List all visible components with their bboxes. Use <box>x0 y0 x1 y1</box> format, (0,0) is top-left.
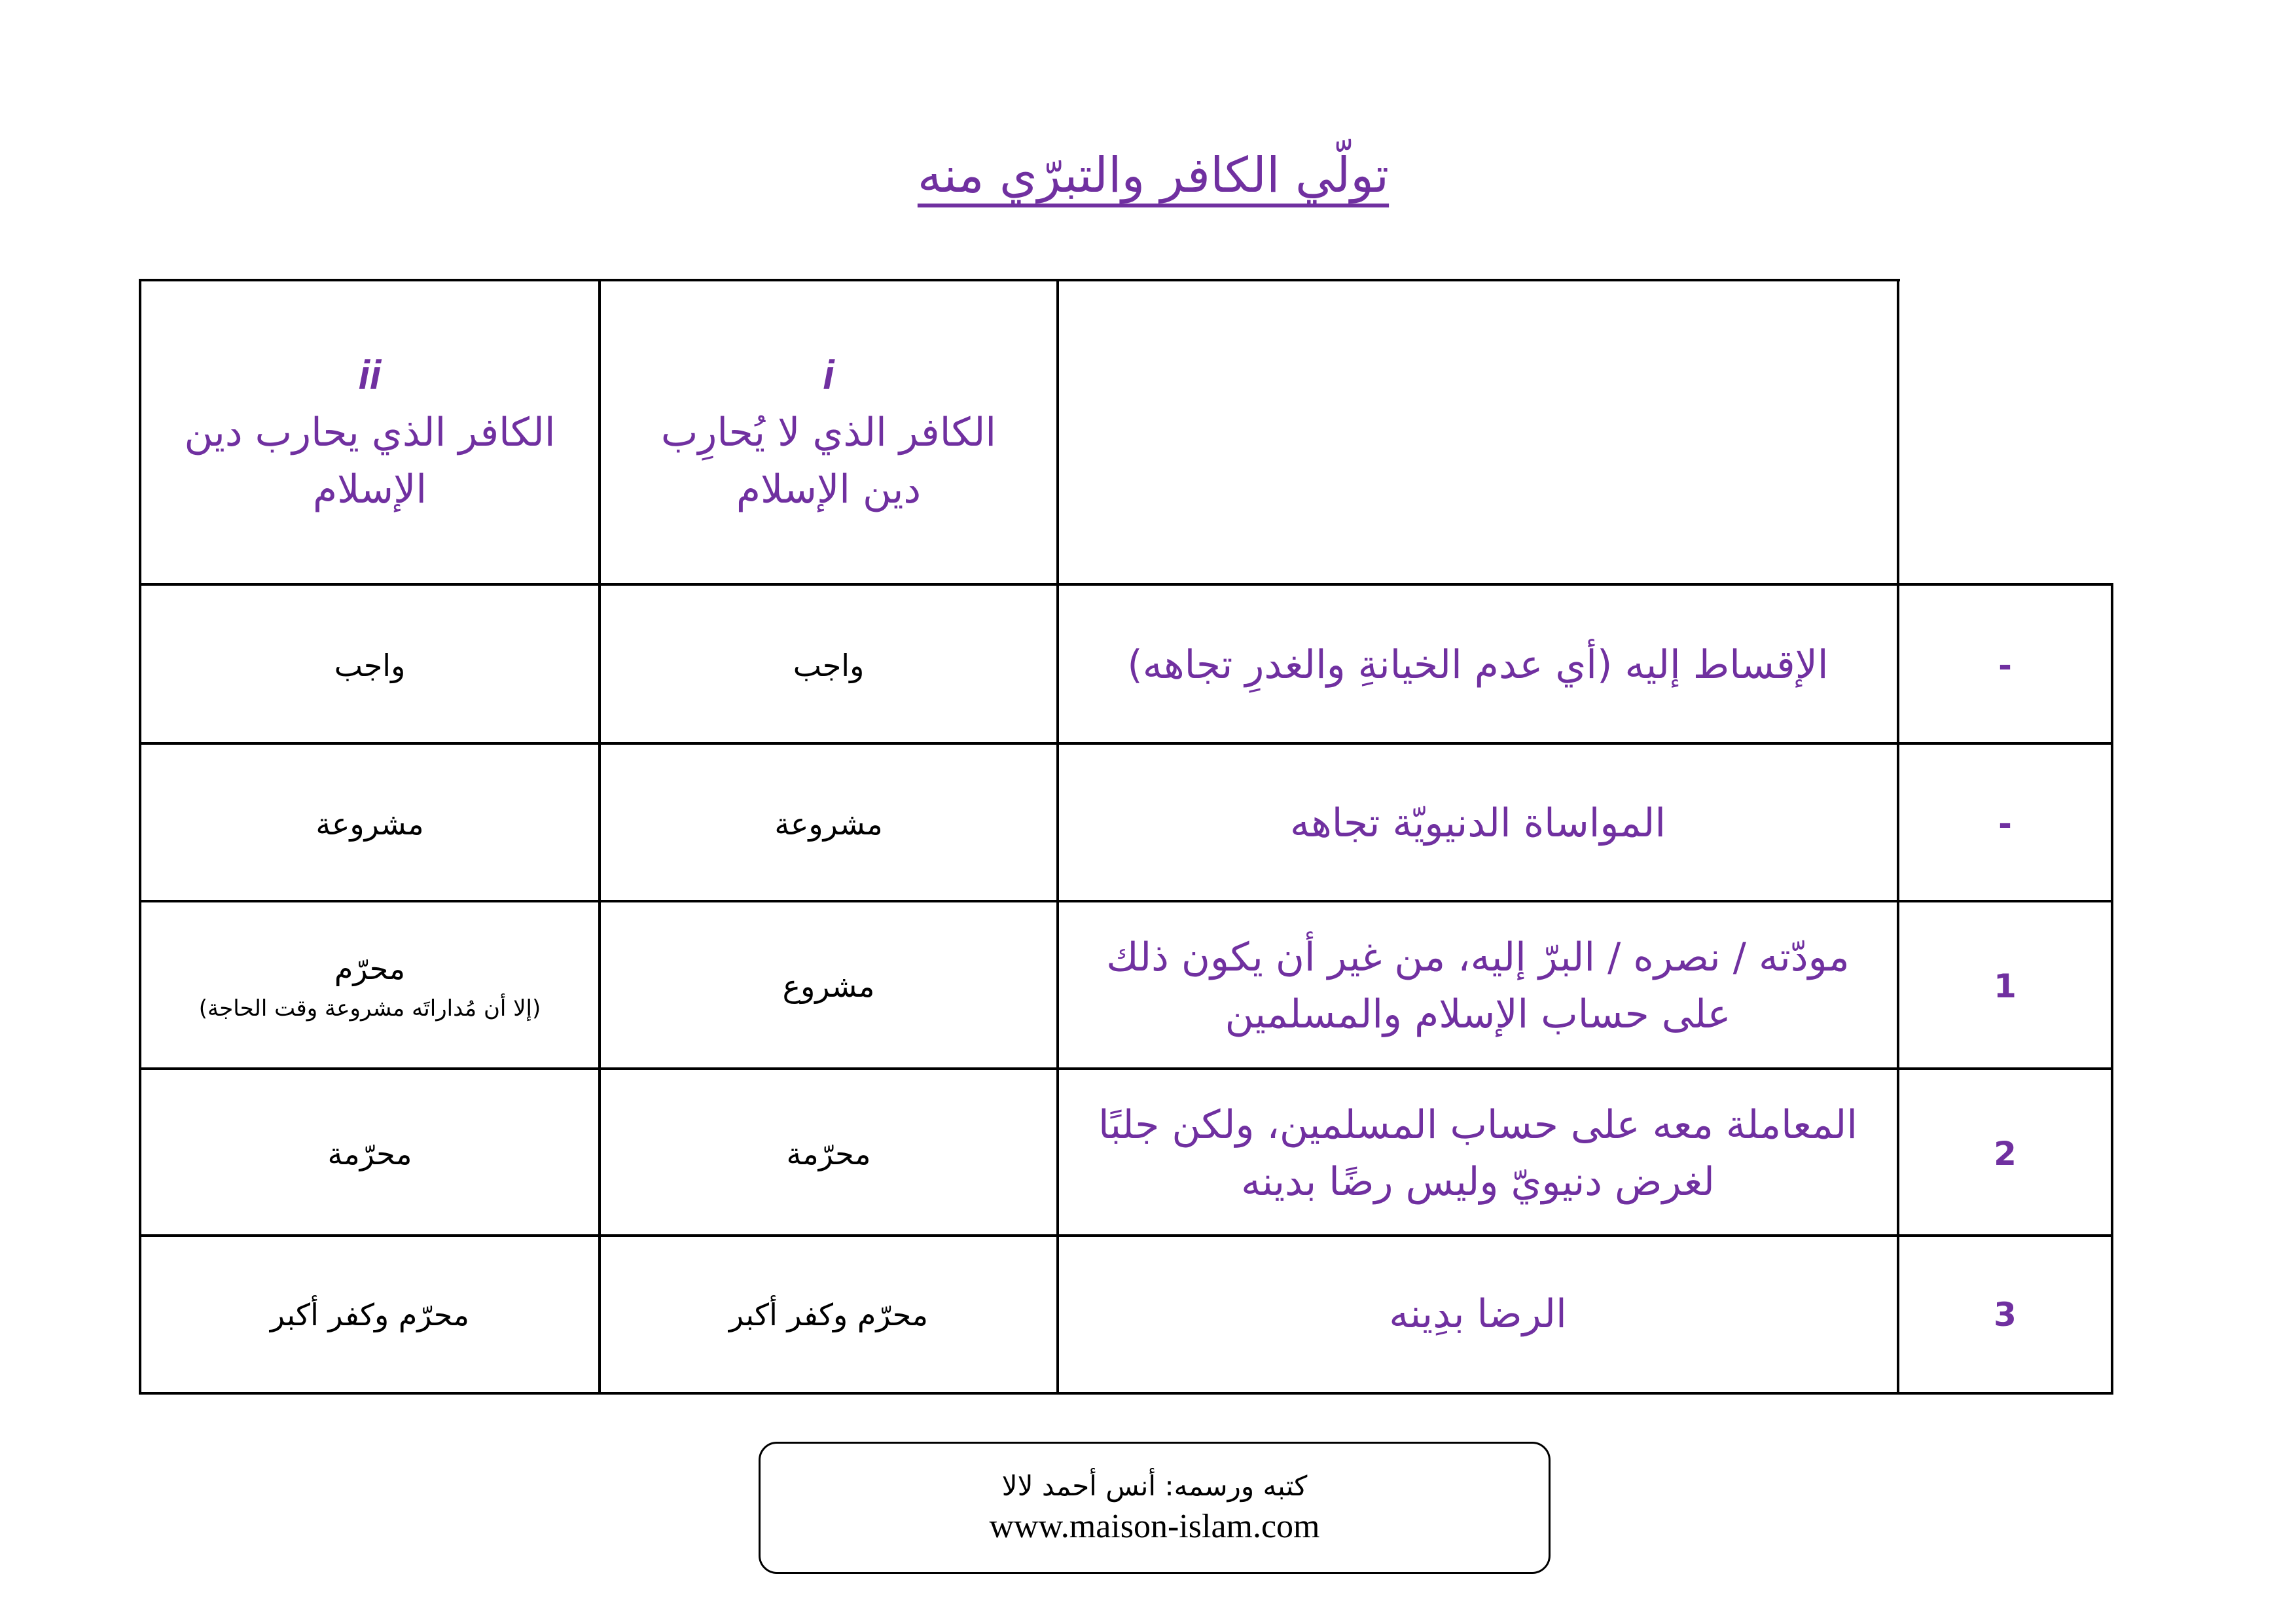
description-cell <box>1059 1237 1897 1392</box>
ruling-i-cell <box>601 1237 1056 1392</box>
number-cell <box>1899 1237 2111 1392</box>
author-credit: كتبه ورسمه: أنس أحمد لالا <box>1001 1470 1308 1502</box>
ruling-i: مشروعة <box>774 806 883 842</box>
header-label: الكافر الذي لا يُحارِب دين الإسلام <box>660 410 997 513</box>
ruling-ii: محرّم وكفر أكبر <box>270 1296 470 1332</box>
row-description: الرضا بدِينه <box>1389 1291 1567 1337</box>
header-numeral: i <box>823 352 834 398</box>
ruling-i: واجب <box>793 647 865 683</box>
ruling-i: مشروع <box>782 969 875 1004</box>
description-cell <box>1059 902 1897 1070</box>
credits-box <box>759 1442 1551 1574</box>
row-number: 2 <box>1994 1134 2017 1173</box>
ruling-i-cell <box>601 1070 1056 1237</box>
ruling-ii-cell <box>141 902 598 1070</box>
ruling-i-cell <box>601 745 1056 902</box>
number-cell <box>1899 902 2111 1070</box>
description-cell <box>1059 586 1897 745</box>
ruling-ii: محرّم <box>334 951 406 986</box>
page-title <box>655 147 1652 204</box>
ruling-ii: محرّمة <box>327 1135 412 1171</box>
ruling-i-cell <box>601 586 1056 745</box>
description-cell <box>1059 745 1897 902</box>
ruling-ii-cell <box>141 1237 598 1392</box>
website-link[interactable]: www.maison-islam.com <box>989 1508 1320 1545</box>
row-description: الإقساط إليه (أي عدم الخيانةِ والغدرِ تجاهه) <box>1127 642 1829 688</box>
ruling-ii-cell <box>141 745 598 902</box>
ruling-i: محرّمة <box>786 1135 871 1171</box>
ruling-ii: مشروعة <box>315 806 424 842</box>
description-cell <box>1059 1070 1897 1237</box>
row-description: المواساة الدنيويّة تجاهه <box>1289 800 1666 846</box>
header-col-i <box>601 281 1056 583</box>
row-number: - <box>1998 646 2012 685</box>
row-description: مودّته / نصره / البرّ إليه، من غير أن يكون ذلك على حساب الإسلام والمسلمين <box>1106 935 1850 1037</box>
header-numeral: ii <box>358 352 382 398</box>
row-number: 1 <box>1994 967 2017 1005</box>
title-text: تولّي الكافر والتبرّي منه <box>917 147 1390 204</box>
ruling-ii-cell <box>141 1070 598 1237</box>
number-cell <box>1899 1070 2111 1237</box>
ruling-i: محرّم وكفر أكبر <box>728 1296 929 1332</box>
ruling-ii-cell <box>141 586 598 745</box>
header-label: الكافر الذي يحارب دين الإسلام <box>184 410 556 513</box>
ruling-i-cell <box>601 902 1056 1070</box>
table-border-bottom <box>140 1392 2113 1395</box>
ruling-note: (إلا أن مُداراتَه مشروعة وقت الحاجة) <box>198 995 541 1022</box>
number-cell <box>1899 586 2111 745</box>
row-description: المعاملة معه على حساب المسلمين، ولكن جلبًا لغرض دنيويّ وليس رضًا بدينه <box>1098 1101 1858 1205</box>
header-col-ii <box>141 281 598 583</box>
table-border-right <box>2111 583 2113 1395</box>
row-number: 3 <box>1994 1295 2017 1334</box>
ruling-ii: واجب <box>334 647 406 683</box>
row-number: - <box>1998 804 2012 843</box>
number-cell <box>1899 745 2111 902</box>
